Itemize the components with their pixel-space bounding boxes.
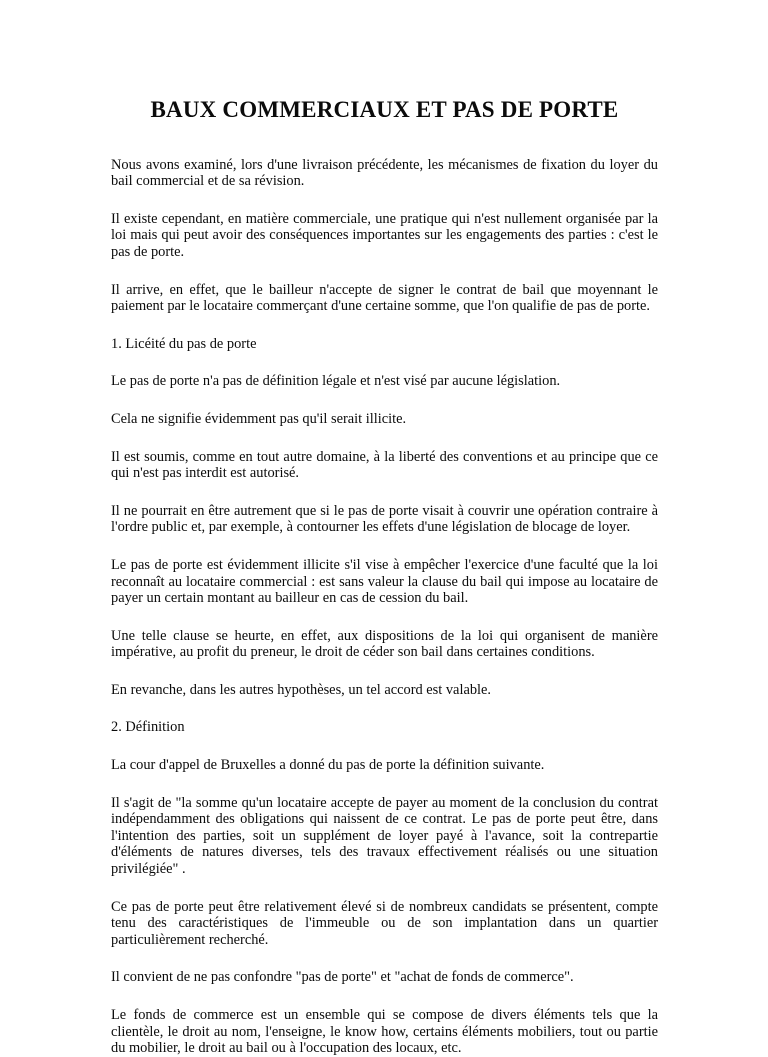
paragraph: Ce pas de porte peut être relativement élevé si de nombreux candidats se présentent, compte tenu des caractéristiques de l'immeuble ou de son implantation dans un quartier particulièrement recherché. [111,898,658,948]
paragraph: Il existe cependant, en matière commerciale, une pratique qui n'est nullement organisée par la loi mais qui peut avoir des conséquences importantes sur les engagements des parties : c'est le pas de porte. [111,210,658,260]
section-heading-1: 1. Licéité du pas de porte [111,335,257,352]
paragraph: Une telle clause se heurte, en effet, aux dispositions de la loi qui organisent de manière impérative, au profit du preneur, le droit de céder son bail dans certaines conditions. [111,627,658,661]
page-title: BAUX COMMERCIAUX ET PAS DE PORTE [150,97,619,122]
paragraph: Il convient de ne pas confondre "pas de porte" et "achat de fonds de commerce". [111,969,574,986]
paragraph: Nous avons examiné, lors d'une livraison précédente, les mécanismes de fixation du loyer du bail commercial et de sa révision. [111,156,658,190]
paragraph: Le fonds de commerce est un ensemble qui se compose de divers éléments tels que la clientèle, le droit au nom, l'enseigne, le know how, certains éléments mobiliers, tout ou partie du mobilier, le droit au bail ou à l'occupation des locaux, etc. [111,1007,658,1057]
paragraph: La cour d'appel de Bruxelles a donné du pas de porte la définition suivante. [111,757,545,774]
paragraph: Il arrive, en effet, que le bailleur n'accepte de signer le contrat de bail que moyennant le paiement par le locataire commerçant d'une certaine somme, que l'on qualifie de pas de porte. [111,281,658,315]
paragraph: Il s'agit de "la somme qu'un locataire accepte de payer au moment de la conclusion du contrat indépendamment des obligations qui naissent de ce contrat. Le pas de porte peut être, dans l'intention des parties, soit un supplément de loyer payé à l'avance, soit la contrepartie d'éléments de natures diverses, tels des travaux effectivement réalisés ou une situation privilégiée" . [111,794,658,878]
paragraph: Il ne pourrait en être autrement que si le pas de porte visait à couvrir une opération contraire à l'ordre public et, par exemple, à contourner les effets d'une législation de blocage de loyer. [111,502,658,536]
document-body [111,96,658,1057]
paragraph: Cela ne signifie évidemment pas qu'il serait illicite. [111,410,407,427]
paragraph: Le pas de porte n'a pas de définition légale et n'est visé par aucune législation. [111,373,561,390]
paragraph: En revanche, dans les autres hypothèses, un tel accord est valable. [111,681,492,698]
section-heading-2: 2. Définition [111,719,185,736]
paragraph: Il est soumis, comme en tout autre domaine, à la liberté des conventions et au principe que ce qui n'est pas interdit est autorisé. [111,448,658,482]
paragraph: Le pas de porte est évidemment illicite s'il vise à empêcher l'exercice d'une faculté que la loi reconnaît au locataire commercial : est sans valeur la clause du bail qui impose au locataire de payer un certain montant au bailleur en cas de cession du bail. [111,556,658,607]
